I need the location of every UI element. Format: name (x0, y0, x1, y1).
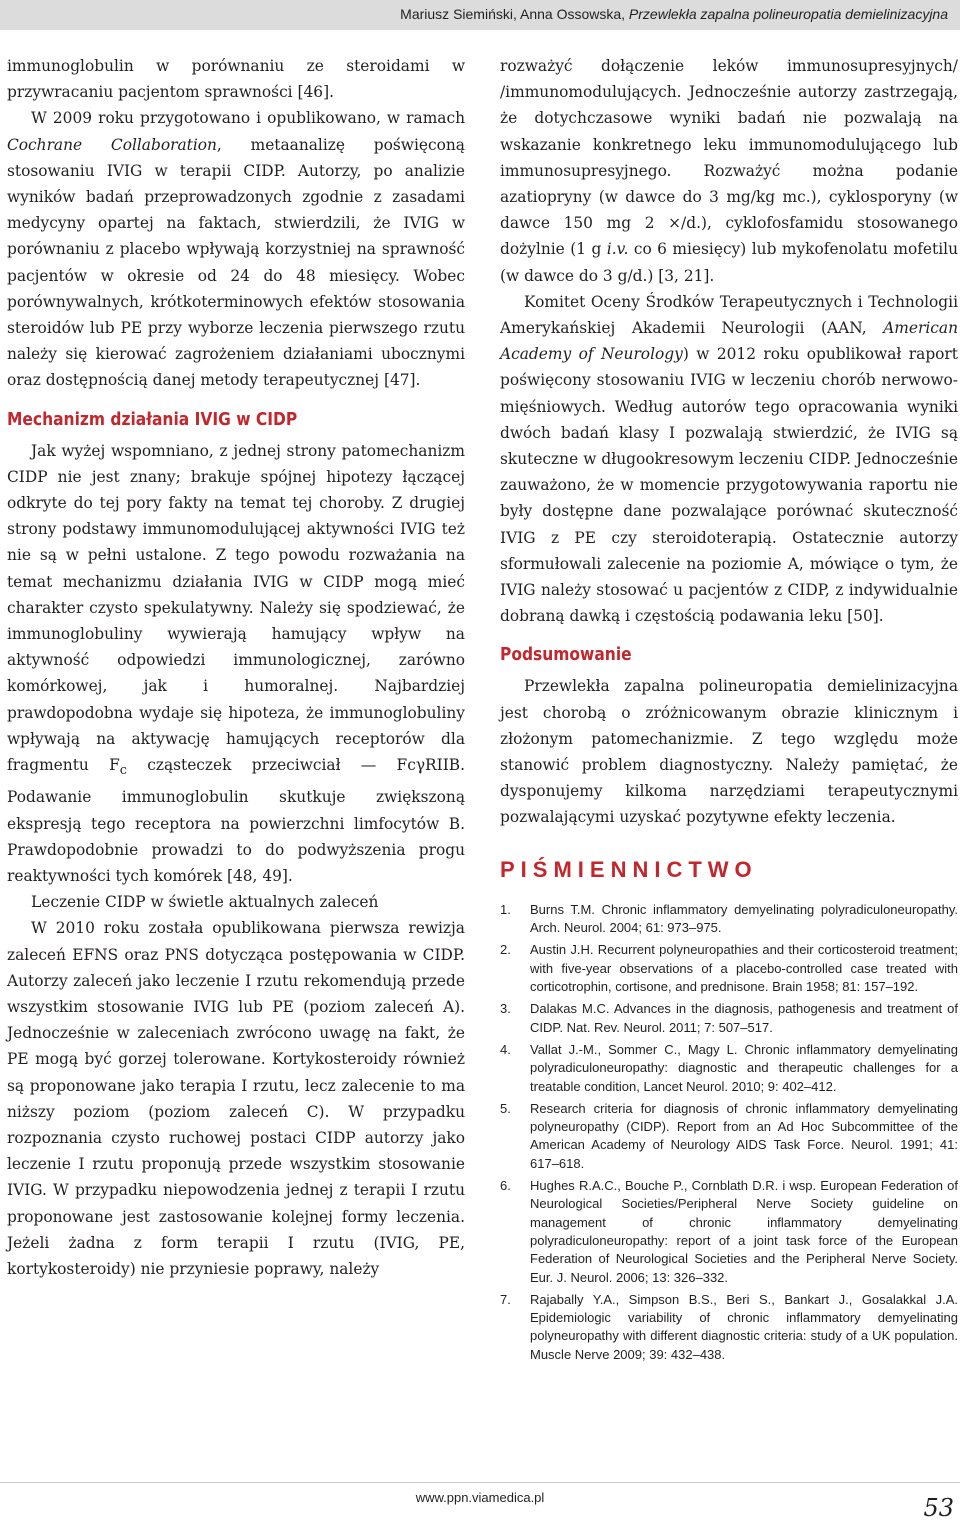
reference-item (500, 1000, 958, 1037)
references-heading: PIŚMIENNICTWO (500, 856, 758, 882)
references-list (500, 901, 958, 1364)
header-article-title: Przewlekła zapalna polineuropatia demielinizacyjna (628, 6, 948, 22)
left-column (7, 53, 465, 1282)
text-run: , metaanalizę poświęconą stosowaniu IVIG w terapii CIDP. Autorzy, po analizie wyników badań przeprowadzonych zgodnie z zasadami medycyny opartej na faktach, stwierdzili, że IVIG w porównaniu z placebo wpływają korzystniej na sprawność pacjentów w okresie od 24 do 48 miesięcy. Wobec porównywalnych, krótkoterminowych efektów stosowania steroidów lub PE przy wyborze leczenia pierwszego rzutu należy się kierować zagrożeniem działaniami ubocznymi oraz dostępnością danej metody terapeutycznej [47]. (7, 135, 465, 390)
reference-number: 4. (500, 1041, 511, 1057)
page-number: 53 (923, 1494, 954, 1522)
reference-text: Austin J.H. Recurrent polyneuropathies and their corticosteroid treatment; with five-year observations of a placebo-controlled case treated with corticotrophin, cortisone, and prednisone. Brain 1958; 81: 157–192. (530, 942, 958, 995)
header-authors: Mariusz Siemiński, Anna Ossowska, (400, 6, 626, 22)
text-run-italic: American Academy of Neurology (500, 319, 958, 364)
reference-text: Hughes R.A.C., Bouche P., Cornblath D.R. i wsp. European Federation of Neurological Societies/Peripheral Nerve Society guideline on management of chronic inflammatory demyelinating polyradiculoneuropathy: report of a joint task force of the European Federation of Neurological Societies and the Peripheral Nerve Society. Eur. J. Neurol. 2006; 13: 326–332. (530, 1178, 958, 1285)
reference-item (500, 1100, 958, 1173)
text-run-italic: i.v. (606, 240, 629, 259)
text-run-italic: Cochrane Collaboration (7, 135, 217, 154)
running-header (0, 0, 960, 30)
text-run: co 6 miesięcy) lub mykofenolatu mofetilu (w dawce do 3 g/d.) [3, 21]. (500, 240, 958, 285)
reference-number: 5. (500, 1100, 511, 1116)
reference-item (500, 1291, 958, 1364)
right-column (500, 53, 958, 1368)
text-run: ) w 2012 roku opublikował raport poświęcony stosowaniu IVIG w leczeniu chorób nerwowo-mięśniowych. Według autorów tego opracowania wyniki dwóch badań klasy I pozwalają stwierdzić, że IVIG są skuteczne w długookresowym leczeniu CIDP. Jednocześnie zauważono, że w momencie przygotowywania raportu nie były dostępne dane pozwalające porównać skuteczność IVIG z PE czy steroidoterapią. Ostatecznie autorzy sformułowali zalecenie na poziomie A, mówiące o tym, że IVIG należy stosować u pacjentów z CIDP, z indywidualnie dobraną dawką i częstością podawania leku [50]. (500, 345, 958, 626)
reference-text: Dalakas M.C. Advances in the diagnosis, pathogenesis and treatment of CIDP. Nat. Rev. Neurol. 2011; 7: 507–517. (530, 1001, 958, 1035)
section-heading: Podsumowanie (500, 644, 632, 666)
reference-text: Rajabally Y.A., Simpson B.S., Beri S., Bankart J., Gosalakkal J.A. Epidemiologic variability of chronic inflammatory demyelinating polyneuropathy with different diagnostic criteria: study of a UK population. Muscle Nerve 2009; 39: 432–438. (530, 1291, 958, 1362)
running-header-text (400, 6, 948, 22)
section-heading: Mechanizm działania IVIG w CIDP (7, 408, 298, 430)
paragraph (7, 438, 465, 890)
reference-item (500, 901, 958, 938)
reference-text: Research criteria for diagnosis of chronic inflammatory demyelinating polyneuropathy (CIDP). Report from an Ad Hoc Subcommittee of the American Academy of Neurology AIDS Task Force. Neurol. 1991; 41: 617–618. (530, 1100, 958, 1171)
reference-item (500, 1041, 958, 1096)
reference-number: 6. (500, 1178, 511, 1194)
paragraph: immunoglobulin w porównaniu ze steroidami w przywracaniu pacjentom sprawności [46]. (7, 57, 465, 102)
reference-text: Vallat J.-M., Sommer C., Magy L. Chronic inflammatory demyelinating polyradiculoneuropathy: diagnostic and therapeutic challenges for a treatable condition, Lancet Neurol. 2010; 9: 402–412. (530, 1041, 958, 1094)
footer-divider (0, 1482, 960, 1483)
paragraph: Przewlekła zapalna polineuropatia demielinizacyjna jest chorobą o zróżnicowanym obrazie klinicznym i złożonym patomechanizmie. Z tego względu może stanowić problem diagnostyczny. Należy pamiętać, że dysponujemy kilkoma narzędziami terapeutycznymi pozwalającymi uzyskać pozytywne efekty leczenia. (500, 677, 958, 827)
text-run: Jak wyżej wspomniano, z jednej strony patomechanizm CIDP nie jest znany; brakuje spójnej hipotezy łączącej odkryte do tej pory fakty na temat tej choroby. Z drugiej strony podstawy immunomodulującej aktywności IVIG też nie są w pełni ustalone. Z tego powodu rozważania na temat mechanizmu działania IVIG w CIDP mogą mieć charakter czysto spekulatywny. Należy się spodziewać, że immunoglobuliny wywierają hamujący wpływ na aktywność odpowiedzi immunologicznej, zarówno komórkowej, jak i humoralnej. Najbardziej prawdopodobna wydaje się hipoteza, że immunoglobuliny wpływają na aktywację hamujących receptorów dla fragmentu F (7, 441, 465, 775)
text-run: W 2009 roku przygotowano i opublikowano, w ramach (31, 109, 465, 128)
paragraph (500, 53, 958, 289)
reference-number: 3. (500, 1001, 511, 1017)
paragraph (500, 289, 958, 630)
reference-number: 7. (500, 1291, 511, 1307)
footer-journal-url[interactable]: www.ppn.viamedica.pl (415, 1490, 545, 1505)
text-run: cząsteczek przeciwciał — FcγRIIB. Podawanie immunoglobulin skutkuje zwiększoną ekspresją tego receptora na powierzchni limfocytów B. Prawdopodobnie prowadzi to do podwyższenia progu reaktywności tych komórek [48, 49]. (7, 756, 465, 885)
paragraph: W 2010 roku została opublikowana pierwsza rewizja zaleceń EFNS oraz PNS dotycząca postępowania w CIDP. Autorzy zaleceń jako leczenie I rzutu rekomendują przede wszystkim stosowanie IVIG lub PE (poziom zaleceń A). Jednocześnie w zaleceniach zwrócono uwagę na fakt, że PE mogą być gorzej tolerowane. Kortykosteroidy również są proponowane jako terapia I rzutu, lecz zalecenie to ma niższy poziom (poziom zaleceń C). W przypadku rozpoznania czysto ruchowej postaci CIDP autorzy jako leczenie I rzutu proponują przede wszystkim stosowanie IVIG. W przypadku niepowodzenia jednej z terapii I rzutu proponowane jest zastosowanie kolejnej formy leczenia. Jeżeli żadna z form terapii I rzutu (IVIG, PE, kortykosteroidy) nie przyniesie poprawy, należy (7, 919, 465, 1279)
reference-number: 1. (500, 901, 511, 917)
subsection-title: Leczenie CIDP w świetle aktualnych zaleceń (31, 893, 379, 912)
subscript: c (119, 763, 127, 779)
text-run: Komitet Oceny Środków Terapeutycznych i Technologii Amerykańskiej Akademii Neurologii (AAN, (500, 292, 958, 338)
text-run: rozważyć dołączenie leków immunosupresyjnych/ /immunomodulujących. Jednocześnie autorzy zastrzegają, że dotychczasowe wyniki badań nie pozwalają na wskazanie konkretnego leku immunomodulującego lub immunosupresyjnego. Rozważyć można podanie azatiopryny (w dawce do 3 mg/kg mc.), cyklosporyny (w dawce 150 mg 2 ×/d.), cyklofosfamidu stosowanego dożylnie (1 g (500, 57, 958, 259)
reference-text: Burns T.M. Chronic inflammatory demyelinating polyradiculoneuropathy. Arch. Neurol. 2004; 61: 973–975. (530, 901, 958, 936)
paragraph (7, 105, 465, 393)
reference-item (500, 941, 958, 996)
reference-item (500, 1177, 958, 1287)
reference-number: 2. (500, 942, 511, 958)
